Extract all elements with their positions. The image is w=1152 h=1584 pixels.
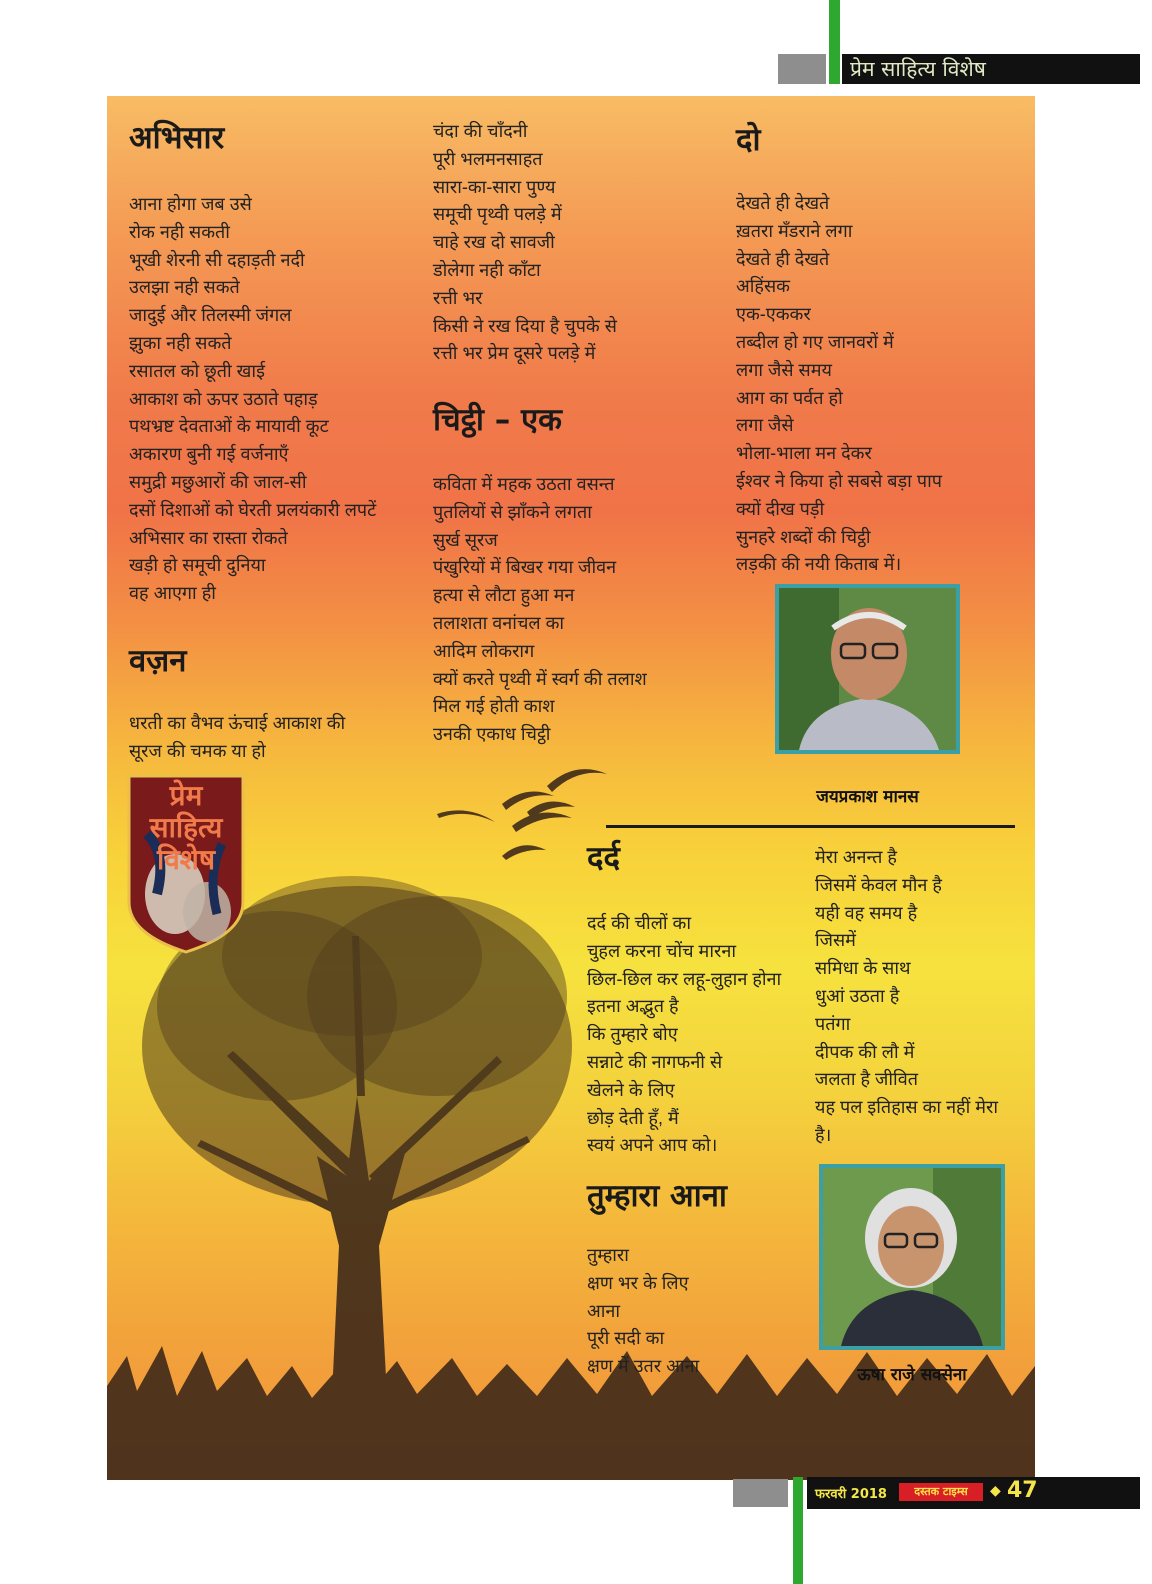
poem-line: सारा-का-सारा पुण्य <box>433 176 556 197</box>
poem-line: रत्ती भर प्रेम दूसरे पलड़े में <box>433 343 596 364</box>
poem-tumhara-aana <box>587 1242 699 1381</box>
page-number: 47 <box>1007 1478 1038 1503</box>
poem-title-tumhara-aana: तुम्हारा आना <box>587 1178 727 1214</box>
poem-line: स्वयं अपने आप को। <box>587 1135 718 1156</box>
poem-line: समिधा के साथ <box>815 958 911 979</box>
poem-mera-anant <box>815 844 998 1150</box>
poem-line: झुका नही सकते <box>129 332 232 353</box>
poem-line: यही वह समय है <box>815 902 918 923</box>
poem-do <box>736 190 942 579</box>
header-green-bar <box>829 0 840 84</box>
badge-line-3: विशेष <box>156 843 216 876</box>
poem-line: समुद्री मछुआरों की जाल-सी <box>129 471 307 492</box>
poem-line: उलझा नही सकते <box>129 277 240 298</box>
badge-line-2: साहित्य <box>149 811 223 844</box>
poem-line: हत्या से लौटा हुआ मन <box>433 585 575 606</box>
poem-line: लड़की की नयी किताब में। <box>736 554 902 575</box>
section-label: प्रेम साहित्य विशेष <box>850 57 986 81</box>
magazine-logo: दस्तक टाइम्स <box>899 1483 983 1501</box>
poem-line: भोला-भाला मन देकर <box>736 443 872 464</box>
poem-line: अहिंसक <box>736 276 790 297</box>
poem-line: आकाश को ऊपर उठाते पहाड़ <box>129 388 318 409</box>
poem-line: सुर्ख सूरज <box>433 529 498 550</box>
poem-line: पथभ्रष्ट देवताओं के मायावी कूट <box>129 416 329 437</box>
poem-line: इतना अद्भुत है <box>587 996 679 1017</box>
poem-line: क्यों करते पृथ्वी में स्वर्ग की तलाश <box>433 668 647 689</box>
poem-line: दसों दिशाओं को घेरती प्रलयंकारी लपटें <box>129 499 377 520</box>
poem-line: मिल गई होती काश <box>433 696 555 717</box>
poem-line: कविता में महक उठता वसन्त <box>433 474 615 494</box>
poem-abhisar <box>129 191 376 608</box>
poem-line: सुनहरे शब्दों की चिट्ठी <box>736 526 871 547</box>
poem-line: अकारण बुनी गई वर्जनाएँ <box>129 444 289 465</box>
portrait-image <box>823 1168 1001 1346</box>
poem-dard <box>587 910 781 1160</box>
poem-line: जलता है जीवित <box>815 1069 918 1090</box>
poem-line: रत्ती भर <box>433 287 483 308</box>
poem-line: रोक नही सकती <box>129 221 230 242</box>
poem-title-chitthi: चिट्ठी – एक <box>433 402 562 438</box>
poem-line: जिसमें केवल मौन है <box>815 874 942 895</box>
footer-green-bar <box>793 1477 803 1584</box>
poem-line: एक-एककर <box>736 304 811 325</box>
poem-line: छिल-छिल कर लहू-लुहान होना <box>587 968 782 989</box>
poem-line: पतंगा <box>815 1013 851 1034</box>
poem-line: समूची पृथ्वी पलड़े में <box>433 204 562 225</box>
poem-line: क्षण में उतर आना <box>587 1356 700 1377</box>
poem-line: देखते ही देखते <box>736 248 830 269</box>
poem-line: जिसमें <box>815 930 856 951</box>
poem-line: सन्नाटे की नागफनी से <box>587 1051 723 1072</box>
footer-bullet-icon: ◆ <box>990 1483 1001 1499</box>
poem-line: देखते ही देखते <box>736 193 830 213</box>
poem-title-vazan: वज़न <box>129 643 187 679</box>
poem-line: मेरा अनन्त है <box>815 847 897 867</box>
poem-line: आदिम लोकराग <box>433 640 535 661</box>
poem-line: चुहल करना चोंच मारना <box>587 940 736 961</box>
author-photo-usha <box>819 1164 1005 1350</box>
author-caption-1: जयप्रकाश मानस <box>816 787 919 807</box>
prem-sahitya-badge <box>127 774 245 954</box>
poem-line: क्यों दीख पड़ी <box>736 498 825 519</box>
issue-date: फरवरी 2018 <box>815 1487 887 1502</box>
poem-line: तुम्हारा <box>587 1245 629 1265</box>
portrait-image <box>779 588 956 750</box>
poem-line: खड़ी हो समूची दुनिया <box>129 555 266 576</box>
poem-chitthi <box>433 471 647 749</box>
poem-line: धरती का वैभव ऊंचाई आकाश की <box>129 713 346 733</box>
poem-line: चंदा की चाँदनी <box>433 121 528 141</box>
poem-line: ईश्वर ने किया हो सबसे बड़ा पाप <box>736 470 942 491</box>
poem-line: तब्दील हो गए जानवरों में <box>736 331 894 352</box>
poem-line: छोड़ देती हूँ, मैं <box>587 1107 679 1128</box>
poem-line: वह आएगा ही <box>129 583 216 604</box>
poem-line: रसातल को छूती खाई <box>129 360 265 381</box>
poem-line: क्षण भर के लिए <box>587 1272 689 1293</box>
poem-line: पूरी सदी का <box>587 1328 665 1349</box>
poem-line: आना होगा जब उसे <box>129 194 252 214</box>
poem-line: धुआं उठता है <box>815 985 900 1006</box>
poem-line: भूखी शेरनी सी दहाड़ती नदी <box>129 249 305 270</box>
poem-line: ख़तरा मँडराने लगा <box>736 220 853 241</box>
poem-title-dard: दर्द <box>587 840 620 876</box>
poem-line: आग का पर्वत हो <box>736 387 843 408</box>
poem-line: डोलेगा नही काँटा <box>433 259 541 280</box>
badge-line-1: प्रेम <box>169 779 203 812</box>
poem-line: अभिसार का रास्ता रोकते <box>129 527 288 548</box>
author-caption-2: ऊषा राजे सक्सेना <box>857 1365 967 1385</box>
poem-line: पंखुरियों में बिखर गया जीवन <box>433 557 617 578</box>
poem-line: चाहे रख दो सावजी <box>433 232 555 253</box>
poem-line: सूरज की चमक या हो <box>129 740 266 761</box>
header-gray-block <box>778 54 826 84</box>
poem-line: दीपक की लौ में <box>815 1041 915 1062</box>
poem-vazan-part2 <box>433 118 617 368</box>
poem-title-do: दो <box>736 122 761 158</box>
poem-line: लगा जैसे समय <box>736 359 832 380</box>
poem-line: पूरी भलमनसाहत <box>433 148 543 169</box>
poem-line: जादुई और तिलस्मी जंगल <box>129 305 292 326</box>
poem-line: आना <box>587 1300 621 1321</box>
content-panel <box>107 96 1035 1480</box>
poem-line: खेलने के लिए <box>587 1079 675 1100</box>
poem-line: है। <box>815 1124 832 1145</box>
poem-line: कि तुम्हारे बोए <box>587 1024 678 1045</box>
poem-line: किसी ने रख दिया है चुपके से <box>433 315 617 336</box>
author-photo-jayprakash <box>775 584 960 754</box>
poem-line: दर्द की चीलों का <box>587 913 692 933</box>
poem-vazan-part1 <box>129 710 345 766</box>
footer-gray-block <box>733 1479 788 1507</box>
poem-line: तलाशता वनांचल का <box>433 612 565 633</box>
section-divider <box>606 825 1015 828</box>
poem-line: पुतलियों से झाँकने लगता <box>433 501 592 522</box>
poem-line: उनकी एकाध चिट्ठी <box>433 724 551 745</box>
poem-line: लगा जैसे <box>736 415 794 436</box>
poem-title-abhisar: अभिसार <box>129 120 225 156</box>
poem-line: यह पल इतिहास का नहीं मेरा <box>815 1097 999 1118</box>
